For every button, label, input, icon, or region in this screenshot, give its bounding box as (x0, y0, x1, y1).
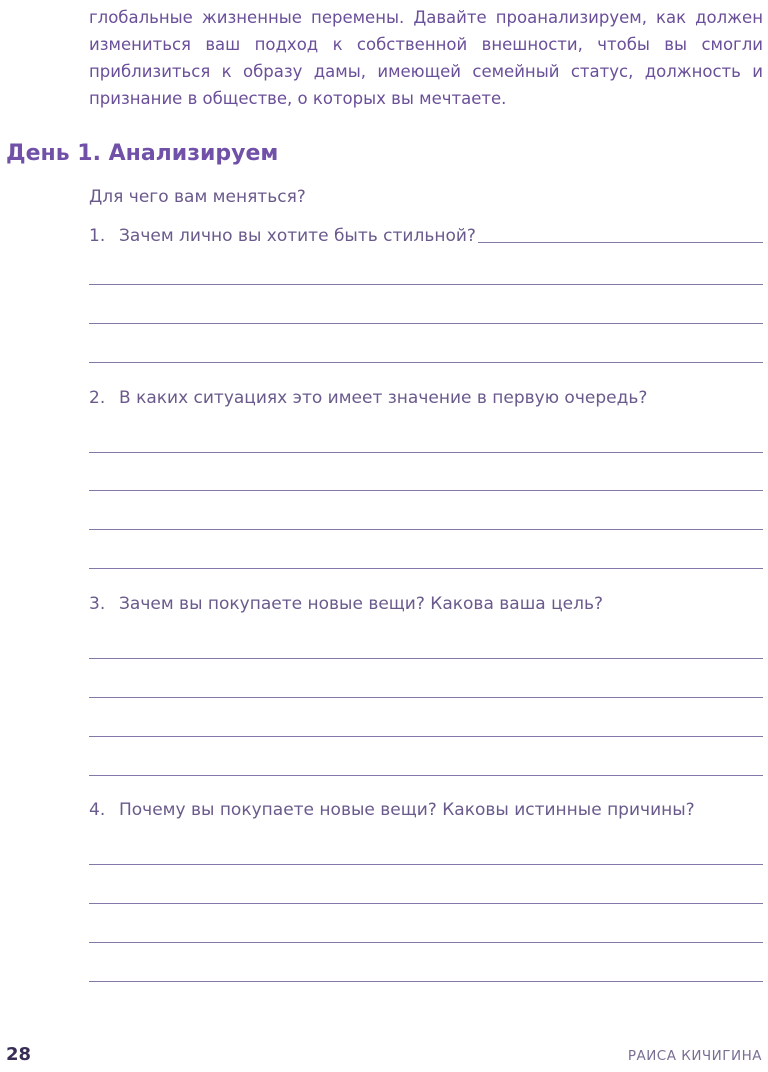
question-number: 4. (89, 800, 106, 820)
footer-author: РАИСА КИЧИГИНА (627, 1048, 762, 1064)
question-2 (89, 388, 763, 408)
question-number: 2. (89, 388, 106, 408)
answer-line[interactable] (89, 942, 763, 943)
answer-line-inline[interactable] (478, 241, 763, 243)
answer-line[interactable] (89, 981, 763, 982)
question-text: Зачем вы покупаете новые вещи? Какова ваша цель? (119, 594, 604, 614)
question-number: 3. (89, 594, 106, 614)
question-number: 1. (89, 226, 106, 246)
answer-line[interactable] (89, 323, 763, 324)
question-1 (89, 226, 763, 246)
answer-line[interactable] (89, 903, 763, 904)
answer-line[interactable] (89, 658, 763, 659)
answer-line[interactable] (89, 697, 763, 698)
answer-line[interactable] (89, 864, 763, 865)
answer-line[interactable] (89, 452, 763, 453)
answer-line[interactable] (89, 362, 763, 363)
answer-line[interactable] (89, 490, 763, 491)
answer-line[interactable] (89, 529, 763, 530)
answer-line[interactable] (89, 736, 763, 737)
intro-paragraph: глобальные жизненные перемены. Давайте проанализируем, как должен измениться ваш подход к собственной внешности, чтобы вы смогли приблизиться к образу дамы, имеющей семейный статус, должность и признание в обществе, о которых вы мечтаете. (89, 8, 763, 108)
day-heading: День 1. Анализируем (6, 141, 279, 166)
question-4 (89, 800, 763, 820)
question-text: Почему вы покупаете новые вещи? Каковы истинные причины? (119, 800, 695, 820)
question-text: Зачем лично вы хотите быть стильной? (119, 226, 476, 246)
section-subheading: Для чего вам меняться? (89, 187, 306, 207)
question-text: В каких ситуациях это имеет значение в первую очередь? (119, 388, 648, 408)
answer-line[interactable] (89, 775, 763, 776)
question-3 (89, 594, 763, 614)
page-number: 28 (6, 1044, 32, 1065)
answer-line[interactable] (89, 568, 763, 569)
answer-line[interactable] (89, 284, 763, 285)
